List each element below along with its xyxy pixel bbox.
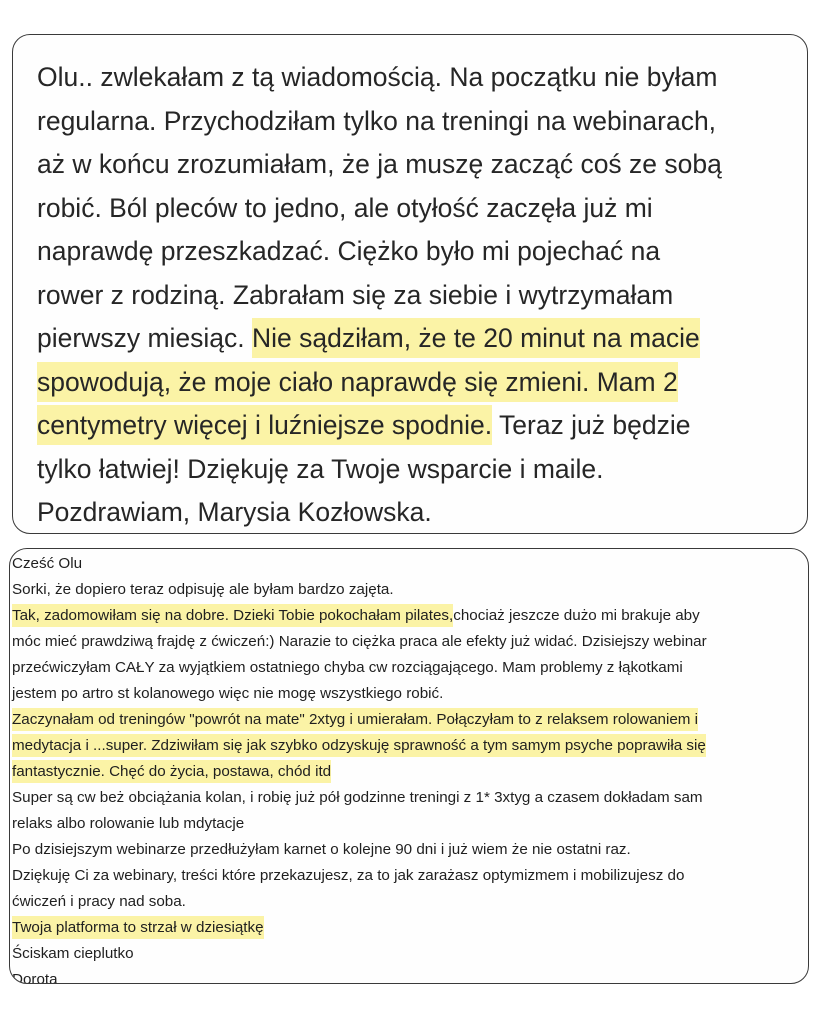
message-line: Dorota bbox=[12, 971, 58, 984]
message-line: Cześć Olu bbox=[12, 555, 83, 572]
message-line: Super są cw beż obciążania kolan, i robię już pół godzinne treningi z 1* 3xtyg a czasem dokładam sam bbox=[12, 789, 703, 806]
message-line bbox=[12, 759, 804, 785]
testimonial-line: robić. Ból pleców to jedno, ale otyłość zaczęła już mi bbox=[37, 192, 653, 223]
message-line: Ściskam cieplutko bbox=[12, 945, 134, 962]
highlighted-text: fantastycznie. Chęć do życia, postawa, chód itd bbox=[12, 763, 332, 780]
message-line: Po dzisiejszym webinarze przedłużyłam karnet o kolejne 90 dni i już wiem że nie ostatni raz. bbox=[12, 841, 631, 858]
highlighted-text: centymetry więcej i luźniejsze spodnie. bbox=[37, 410, 493, 440]
testimonial-line: rower z rodziną. Zabrałam się za siebie i wytrzymałam bbox=[37, 279, 674, 310]
testimonial-line bbox=[37, 361, 795, 405]
message-line: relaks albo rolowanie lub mdytacje bbox=[12, 815, 245, 832]
message-line: Dziękuję Ci za webinary, treści które przekazujesz, za to jak zarażasz optymizmem i mobilizujesz do bbox=[12, 867, 685, 884]
testimonial-line: centymetry więcej i luźniejsze spodnie. Teraz już będzie bbox=[37, 410, 691, 440]
testimonial-card-dorota bbox=[9, 548, 809, 984]
testimonial-line: regularna. Przychodziłam tylko na treningi na webinarach, bbox=[37, 105, 717, 136]
message-line: jestem po artro st kolanowego więc nie mogę wszystkiego robić. bbox=[12, 685, 444, 702]
highlighted-text: medytacja i ...super. Zdziwiłam się jak szybko odzyskuję sprawność a tym samym psyche poprawiła się bbox=[12, 737, 706, 754]
message-line: Sorki, że dopiero teraz odpisuję ale byłam bardzo zajęta. bbox=[12, 581, 394, 598]
testimonial-line: aż w końcu zrozumiałam, że ja muszę zacząć coś ze sobą bbox=[37, 149, 722, 179]
message-line: ćwiczeń i pracy nad soba. bbox=[12, 893, 186, 910]
testimonial-line: tylko łatwiej! Dziękuję za Twoje wsparcie i maile. bbox=[37, 453, 604, 484]
message-line: móc mieć prawdziwą frajdę z ćwiczeń:) Narazie to ciężka praca ale efekty już widać. Dzisiejszy webinar bbox=[12, 633, 707, 650]
highlighted-text: Twoja platforma to strzał w dziesiątkę bbox=[12, 919, 264, 936]
testimonial-line: pierwszy miesiąc. Nie sądziłam, że te 20 minut na macie bbox=[37, 323, 700, 353]
message-line bbox=[12, 915, 804, 941]
highlighted-text: spowodują, że moje ciało naprawdę się zmieni. Mam 2 bbox=[37, 366, 678, 397]
message-line: Tak, zadomowiłam się na dobre. Dzieki Tobie pokochałam pilates,chociaż jeszcze dużo mi brakuje aby bbox=[12, 607, 700, 624]
message-line: przećwiczyłam CAŁY za wyjątkiem ostatniego chyba cw rozciągającego. Mam problemy z łąkotkami bbox=[12, 659, 683, 676]
testimonial-card-marysia bbox=[12, 34, 808, 534]
testimonial-line: Pozdrawiam, Marysia Kozłowska. bbox=[37, 497, 432, 527]
highlighted-text: Zaczynałam od treningów "powrót na mate" 2xtyg i umierałam. Połączyłam to z relaksem rolowaniem i bbox=[12, 711, 699, 728]
highlighted-text: Nie sądziłam, że te 20 minut na macie bbox=[252, 323, 700, 353]
testimonial-line: Olu.. zwlekałam z tą wiadomością. Na początku nie byłam bbox=[37, 62, 718, 92]
message-line bbox=[12, 733, 804, 759]
highlighted-text: Tak, zadomowiłam się na dobre. Dzieki Tobie pokochałam pilates, bbox=[12, 607, 454, 624]
testimonial-line: naprawdę przeszkadzać. Ciężko było mi pojechać na bbox=[37, 236, 661, 266]
message-line bbox=[12, 707, 804, 733]
